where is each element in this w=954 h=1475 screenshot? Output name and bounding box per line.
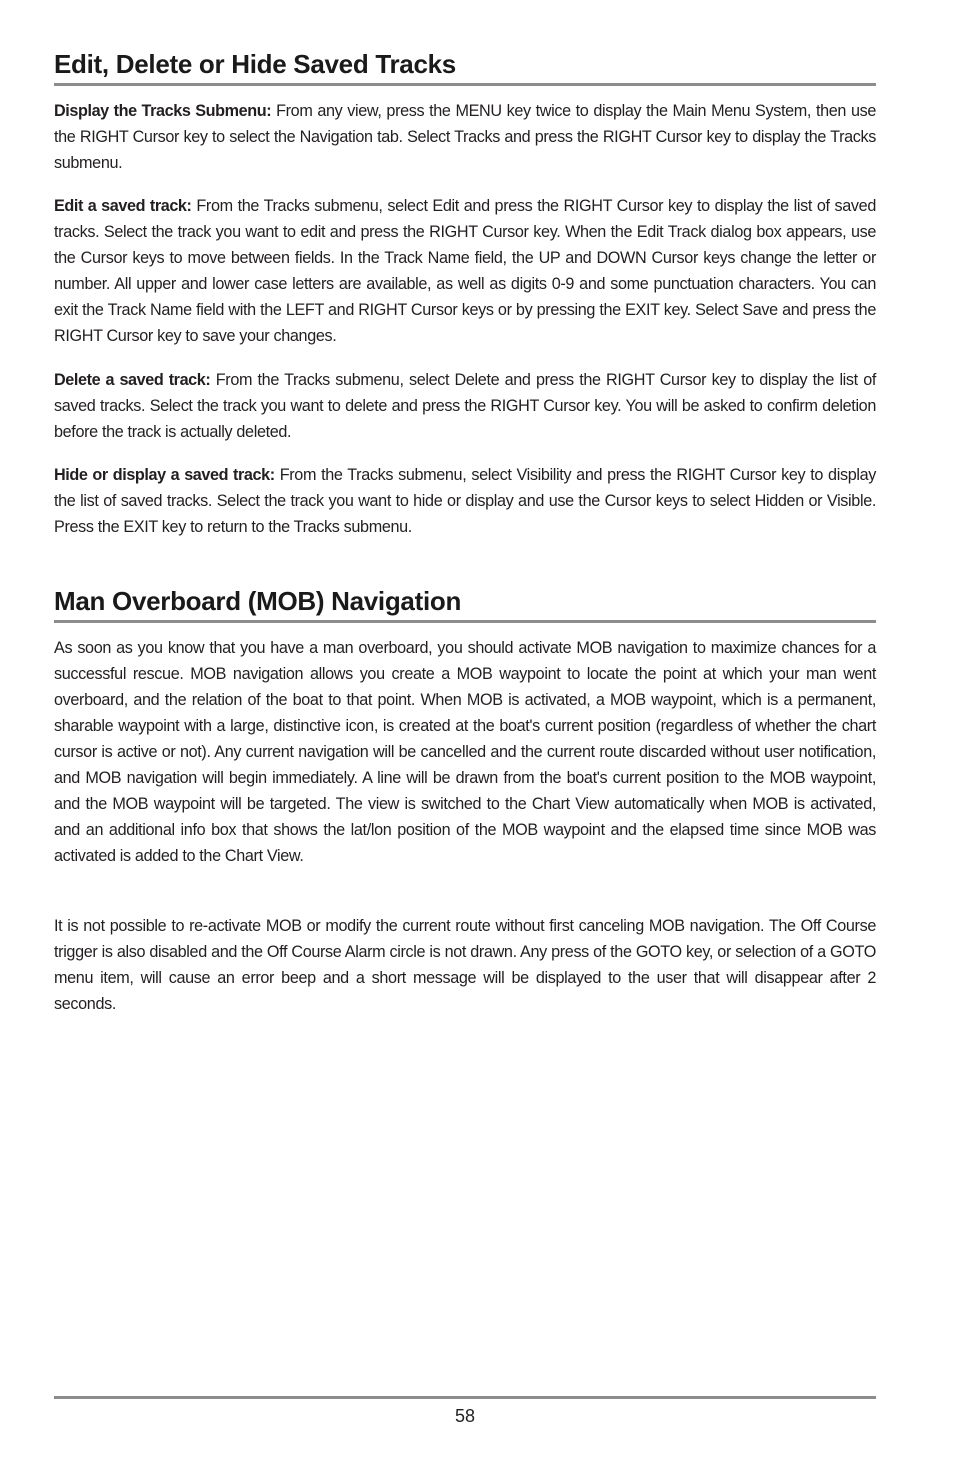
section-heading-edit-tracks: Edit, Delete or Hide Saved Tracks <box>54 49 876 86</box>
paragraph-lead: Delete a saved track: <box>54 371 211 389</box>
paragraph-delete-saved-track <box>54 367 876 445</box>
paragraph-edit-saved-track <box>54 193 876 349</box>
paragraph-hide-display-track <box>54 462 876 540</box>
paragraph-lead: Edit a saved track: <box>54 197 192 215</box>
paragraph-body: As soon as you know that you have a man overboard, you should activate MOB navigation to maximize chances for a successful rescue. MOB navigation allows you create a MOB waypoint to locate the point at which your man went overboard, and the relation of the boat to that point. When MOB is activated, a MOB waypoint, which is a permanent, sharable waypoint with a large, distinctive icon, is created at the boat's current position (regardless of whether the chart cursor is active or not). Any current navigation will be cancelled and the current route discarded without user notification, and MOB navigation will begin immediately. A line will be drawn from the boat's current position to the MOB waypoint, and the MOB waypoint will be targeted. The view is switched to the Chart View automatically when MOB is activated, and an additional info box that shows the lat/lon position of the MOB waypoint and the elapsed time since MOB was activated is added to the Chart View. <box>54 639 876 865</box>
paragraph-body: From the Tracks submenu, select Delete and press the RIGHT Cursor key to display the list of saved tracks. Select the track you want to delete and press the RIGHT Cursor key. You will be asked to confirm deletion before the track is actually deleted. <box>54 371 877 441</box>
paragraph-body: From the Tracks submenu, select Edit and press the RIGHT Cursor key to display the list of saved tracks. Select the track you want to edit and press the RIGHT Cursor key. When the Edit Track dialog box appears, use the Cursor keys to move between fields. In the Track Name field, the UP and DOWN Cursor keys change the letter or number. All upper and lower case letters are available, as well as digits 0-9 and some punctuation characters. You can exit the Track Name field with the LEFT and RIGHT Cursor keys or by pressing the EXIT key. Select Save and press the RIGHT Cursor key to save your changes. <box>54 197 876 345</box>
paragraph-body: From any view, press the MENU key twice to display the Main Menu System, then use the RIGHT Cursor key to select the Navigation tab. Select Tracks and press the RIGHT Cursor key to display the Tracks submenu. <box>54 102 876 172</box>
paragraph-lead: Hide or display a saved track: <box>54 466 275 484</box>
paragraph-lead: Display the Tracks Submenu: <box>54 102 272 120</box>
footer-divider <box>54 1396 876 1399</box>
paragraph-body: It is not possible to re-activate MOB or modify the current route without first canceling MOB navigation. The Off Course trigger is also disabled and the Off Course Alarm circle is not drawn. Any press of the GOTO key, or selection of a GOTO menu item, will cause an error beep and a short message will be displayed to the user that will disappear after 2 seconds. <box>54 917 876 1013</box>
paragraph-mob-overview <box>54 635 876 869</box>
section-heading-mob-navigation: Man Overboard (MOB) Navigation <box>54 586 876 623</box>
page-number: 58 <box>454 1406 476 1426</box>
paragraph-mob-restrictions <box>54 913 876 1017</box>
paragraph-display-tracks-submenu <box>54 98 876 176</box>
paragraph-body: From the Tracks submenu, select Visibility and press the RIGHT Cursor key to display the list of saved tracks. Select the track you want to hide or display and use the Cursor keys to select Hidden or Visible. Press the EXIT key to return to the Tracks submenu. <box>54 466 876 536</box>
manual-page <box>54 0 876 1475</box>
